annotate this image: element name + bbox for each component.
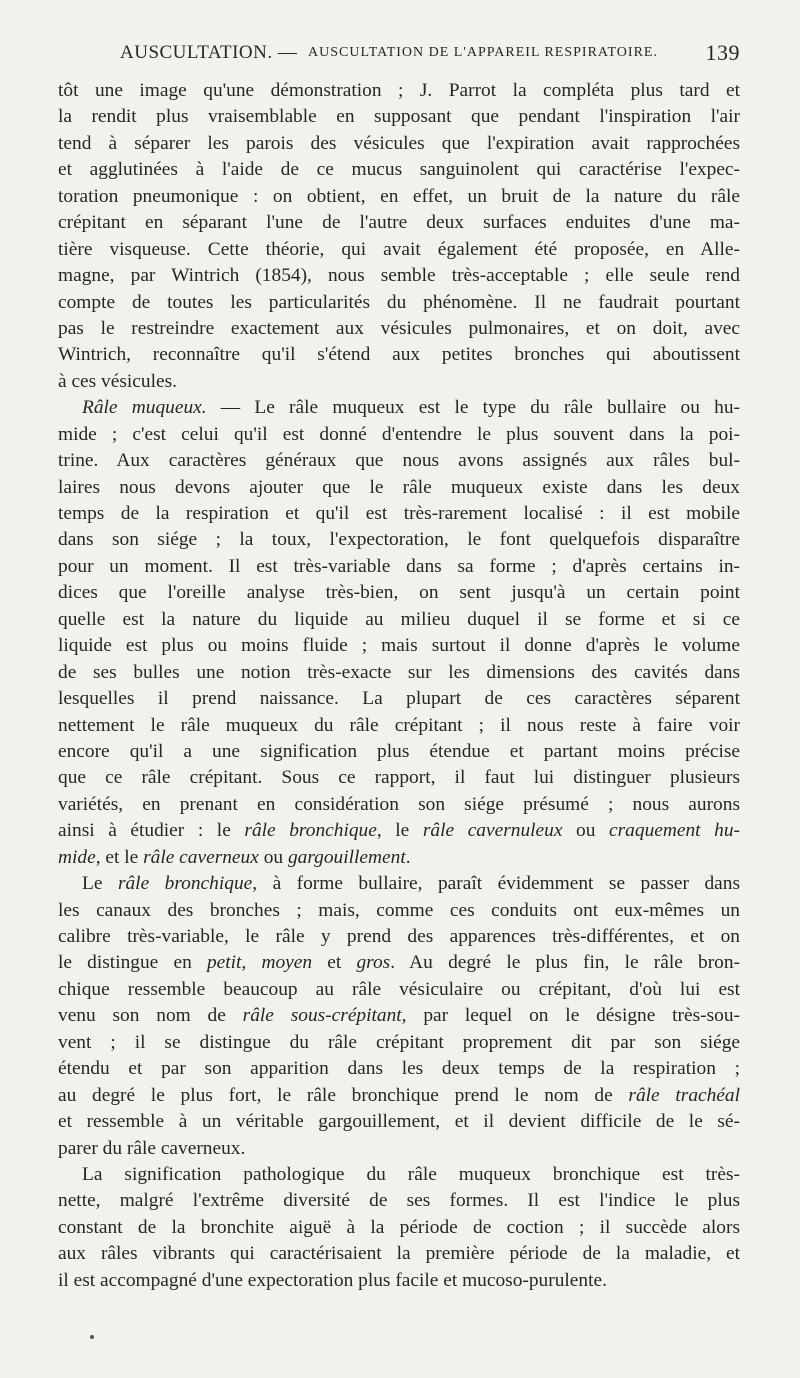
text-line — [58, 924, 740, 950]
text-segment: liquide est plus ou moins fluide ; mais surtout il donne d'après le volume — [58, 635, 740, 657]
italic-term: craquement hu- — [609, 820, 741, 842]
text-segment: de ses bulles une notion très-exacte sur les dimensions des cavités dans — [58, 661, 740, 683]
text-segment: parer du râle caverneux. — [58, 1137, 246, 1159]
text-line — [58, 290, 740, 316]
page-number: 139 — [705, 40, 740, 65]
text-line — [58, 369, 740, 395]
text-segment: compte de toutes les particularités du phénomène. Il ne faudrait pourtant — [58, 291, 740, 313]
text-segment: la rendit plus vraisemblable en supposant que pendant l'inspiration l'air — [58, 106, 740, 128]
italic-term: râle bronchique — [117, 873, 253, 895]
text-line — [58, 713, 740, 739]
text-line — [58, 607, 740, 633]
text-line — [58, 1056, 740, 1082]
text-segment: au degré le plus fort, le râle bronchique prend le nom de — [58, 1084, 629, 1106]
text-line — [58, 263, 740, 289]
text-line — [58, 871, 740, 897]
text-line — [58, 1215, 740, 1241]
text-segment: quelle est la nature du liquide au milieu duquel il se forme et si ce — [58, 608, 740, 630]
italic-term: râle cavernuleux — [422, 820, 563, 842]
text-segment: . — [405, 846, 411, 868]
text-segment: il est accompagné d'une expectoration plus facile et mucoso-purulente. — [58, 1269, 607, 1291]
text-segment: , et le — [95, 846, 144, 868]
text-segment: dans son siége ; la toux, l'expectoration, le font quelquefois disparaître — [58, 529, 740, 551]
text-segment: tôt une image qu'une démonstration ; J. Parrot la compléta plus tard et — [58, 80, 740, 101]
text-segment: vent ; il se distingue du râle crépitant proprement dit par son siége — [58, 1031, 740, 1053]
text-line — [58, 1241, 740, 1267]
text-line — [58, 1188, 740, 1214]
text-segment: , par lequel on le désigne très-sou- — [401, 1005, 741, 1027]
text-segment: les canaux des bronches ; mais, comme ces conduits ont eux-mêmes un — [58, 899, 740, 921]
italic-term: gargouillement — [287, 846, 406, 868]
text-line — [58, 898, 740, 924]
italic-term: mide — [58, 846, 96, 868]
text-segment: aux râles vibrants qui caractérisaient la première période de la maladie, et — [58, 1243, 740, 1265]
text-line — [58, 342, 740, 368]
text-segment: étendu et par son apparition dans les deux temps de la respiration ; — [58, 1058, 740, 1080]
text-segment: toration pneumonique : on obtient, en effet, un bruit de la nature du râle — [58, 185, 740, 207]
text-line — [58, 422, 740, 448]
italic-term: Râle muqueux. — [82, 397, 207, 419]
text-segment: , — [241, 952, 262, 974]
text-line — [58, 395, 740, 421]
text-line — [58, 78, 740, 104]
text-line — [58, 660, 740, 686]
text-line — [58, 686, 740, 712]
text-line — [58, 580, 740, 606]
running-head — [58, 42, 740, 72]
text-segment: mide ; c'est celui qu'il est donné d'entendre le plus souvent dans la poi- — [58, 423, 740, 445]
text-line — [58, 475, 740, 501]
italic-term: râle bronchique — [244, 820, 377, 842]
italic-term: petit — [206, 952, 242, 974]
text-segment: crépitant en séparant l'une de l'autre deux surfaces enduites d'une ma- — [58, 212, 740, 234]
text-line — [58, 1268, 740, 1294]
text-segment: ainsi à étudier : le — [58, 820, 245, 842]
text-line — [58, 1030, 740, 1056]
text-line — [58, 765, 740, 791]
italic-term: moyen — [261, 952, 313, 974]
text-line — [58, 950, 740, 976]
text-line — [58, 1109, 740, 1135]
text-segment: , le — [376, 820, 423, 842]
text-line — [58, 554, 740, 580]
text-segment: laires nous devons ajouter que le râle muqueux existe dans les deux — [58, 476, 740, 498]
text-line — [58, 977, 740, 1003]
text-segment: . Au degré le plus fin, le râle bron- — [390, 952, 740, 974]
text-line — [58, 157, 740, 183]
italic-term: râle sous-crépitant — [242, 1005, 402, 1027]
text-segment: La signification pathologique du râle muqueux bronchique est très- — [82, 1163, 740, 1185]
italic-term: râle caverneux — [143, 846, 259, 868]
text-line — [58, 501, 740, 527]
text-line — [58, 184, 740, 210]
text-segment: le distingue en — [58, 952, 207, 974]
text-segment: venu son nom de — [58, 1005, 243, 1027]
text-segment: et agglutinées à l'aide de ce mucus sanguinolent qui caractérise l'expec- — [58, 159, 740, 181]
text-line — [58, 739, 740, 765]
text-segment: magne, par Wintrich (1854), nous semble très-acceptable ; elle seule rend — [58, 265, 740, 287]
text-line — [58, 818, 740, 844]
text-segment: et — [312, 952, 357, 974]
text-line — [58, 316, 740, 342]
text-segment: — Le râle muqueux est le type du râle bullaire ou hu- — [206, 397, 740, 419]
text-line — [58, 633, 740, 659]
text-segment: , à forme bullaire, paraît évidemment se passer dans — [252, 873, 740, 895]
text-segment: pas le restreindre exactement aux vésicules pulmonaires, et on doit, avec — [58, 317, 740, 339]
text-line — [58, 1003, 740, 1029]
text-line — [58, 1136, 740, 1162]
italic-term: râle trachéal — [628, 1084, 741, 1106]
text-line — [58, 845, 740, 871]
text-line — [58, 1162, 740, 1188]
text-segment: à ces vésicules. — [58, 370, 177, 392]
running-head-subtitle: AUSCULTATION DE L'APPAREIL RESPIRATOIRE. — [308, 45, 658, 60]
text-segment: lesquelles il prend naissance. La plupart de ces caractères séparent — [58, 688, 740, 710]
text-line — [58, 104, 740, 130]
text-segment: encore qu'il a une signification plus étendue et partant moins précise — [58, 740, 740, 762]
text-line — [58, 448, 740, 474]
text-line — [58, 527, 740, 553]
text-segment: tend à séparer les parois des vésicules que l'expiration avait rapprochées — [58, 132, 740, 154]
text-line — [58, 792, 740, 818]
text-line — [58, 1083, 740, 1109]
text-segment: Wintrich, reconnaître qu'il s'étend aux petites bronches qui aboutissent — [58, 344, 740, 366]
text-segment: et ressemble à un véritable gargouillement, et il devient difficile de le sé- — [58, 1111, 740, 1133]
text-segment: pour un moment. Il est très-variable dans sa forme ; d'après certains in- — [58, 555, 740, 577]
text-segment: trine. Aux caractères généraux que nous avons assignés aux râles bul- — [58, 450, 740, 472]
text-segment: chique ressemble beaucoup au râle vésiculaire ou crépitant, d'où lui est — [58, 978, 740, 1000]
text-segment: constant de la bronchite aiguë à la période de coction ; il succède alors — [58, 1216, 740, 1238]
text-segment: que ce râle crépitant. Sous ce rapport, il faut lui distinguer plusieurs — [58, 767, 740, 789]
italic-term: gros — [356, 952, 391, 974]
text-segment: temps de la respiration et qu'il est très-rarement localisé : il est mobile — [58, 503, 740, 524]
running-head-title: AUSCULTATION. — — [120, 42, 298, 63]
ink-speck — [90, 1335, 94, 1339]
text-segment: variétés, en prenant en considération son siége présumé ; nous aurons — [58, 793, 740, 815]
text-line — [58, 210, 740, 236]
text-line — [58, 131, 740, 157]
text-segment: dices que l'oreille analyse très-bien, on sent jusqu'à un certain point — [58, 582, 740, 604]
text-segment: nettement le râle muqueux du râle crépitant ; il nous reste à faire voir — [58, 714, 740, 736]
body-text — [58, 78, 740, 1294]
text-segment: calibre très-variable, le râle y prend des apparences très-différentes, et on — [58, 926, 740, 947]
text-segment: nette, malgré l'extrême diversité de ses formes. Il est l'indice le plus — [58, 1190, 740, 1212]
text-segment: ou — [562, 820, 610, 842]
text-segment: ou — [258, 846, 288, 868]
text-line — [58, 237, 740, 263]
text-segment: tière visqueuse. Cette théorie, qui avait également été proposée, en Alle- — [58, 238, 740, 260]
text-segment: Le — [82, 873, 118, 895]
